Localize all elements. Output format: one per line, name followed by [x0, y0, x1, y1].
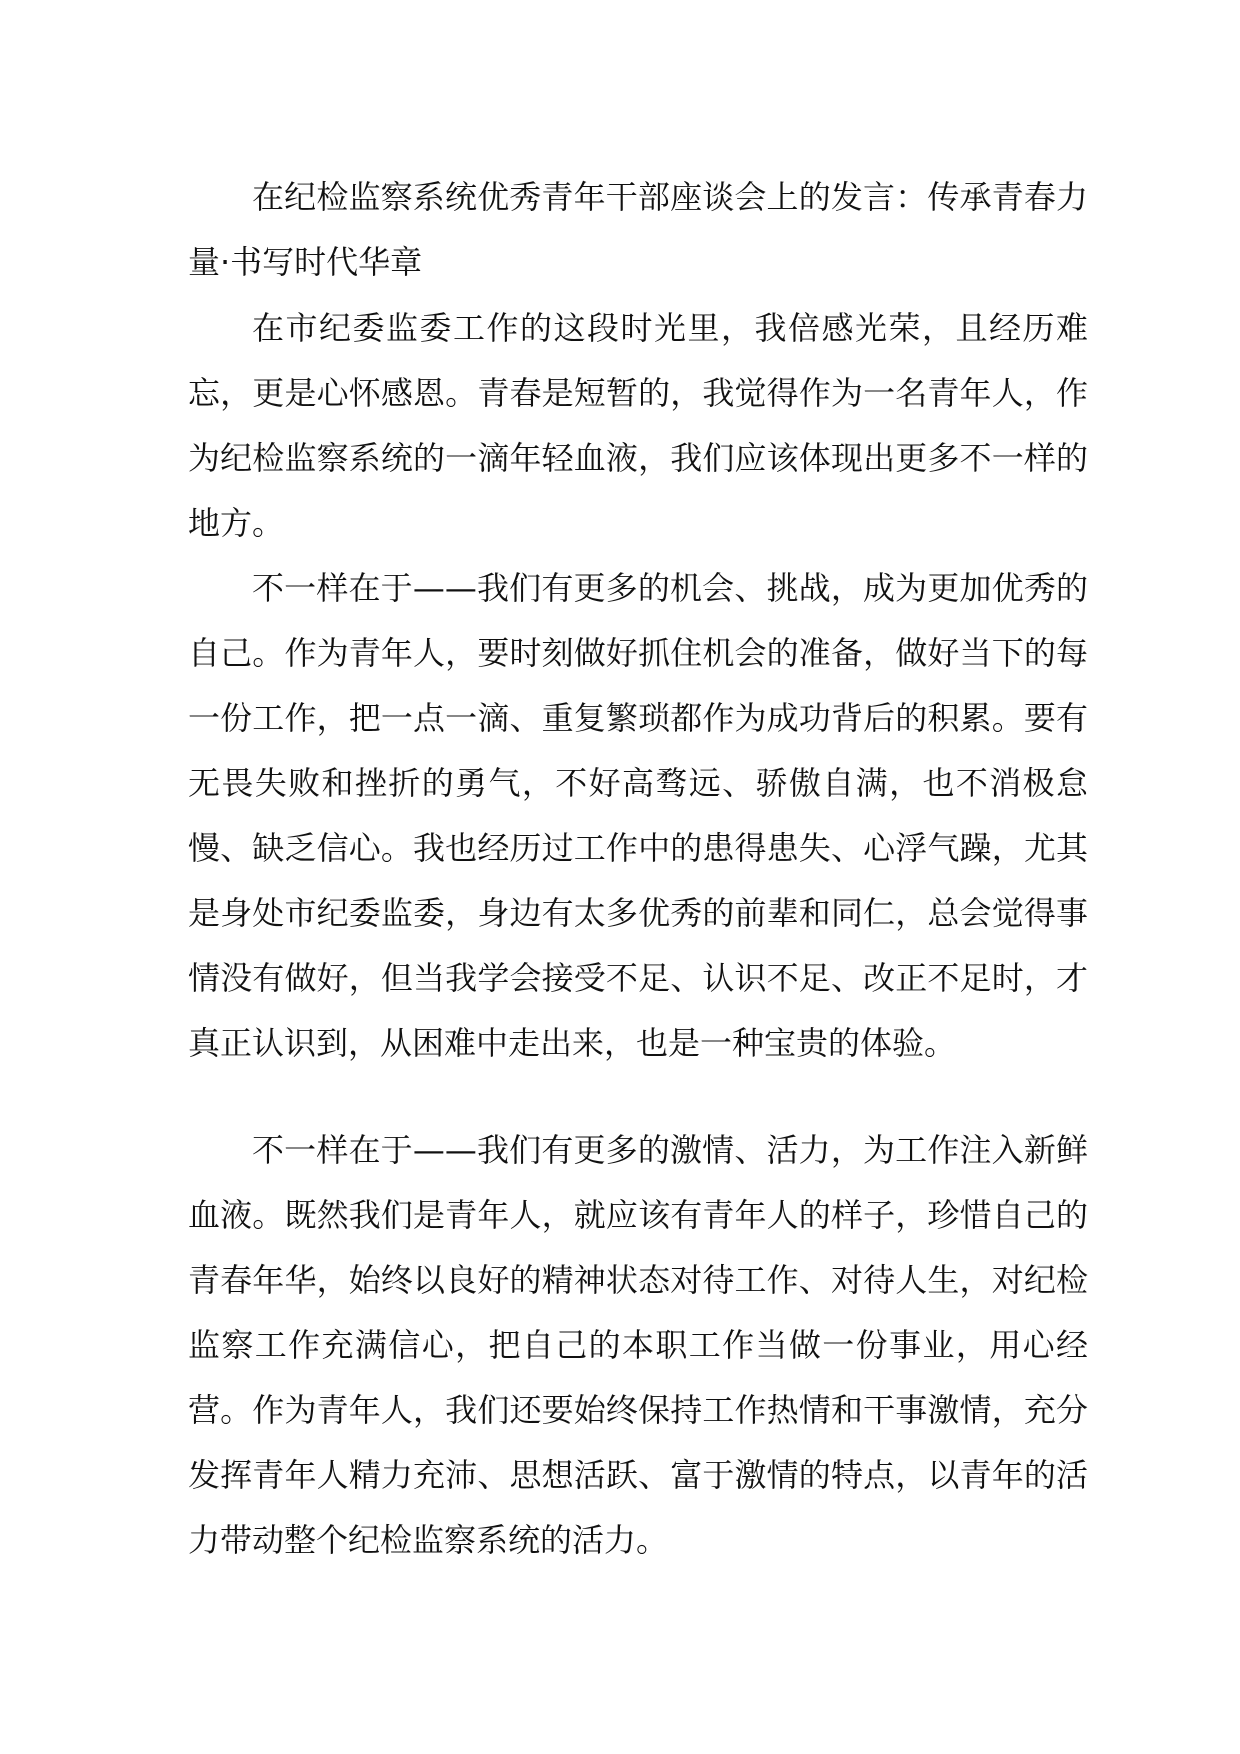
paragraph-2: 不一样在于——我们有更多的机会、挑战，成为更加优秀的自己。作为青年人，要时刻做好抓住机会的准备，做好当下的每一份工作，把一点一滴、重复繁琐都作为成功背后的积累。要有无畏失败和挫折的勇气，不好高骛远、骄傲自满，也不消极怠慢、缺乏信心。我也经历过工作中的患得患失、心浮气躁，尤其是身处市纪委监委，身边有太多优秀的前辈和同仁，总会觉得事情没有做好，但当我学会接受不足、认识不足、改正不足时，才真正认识到，从困难中走出来，也是一种宝贵的体验。 [188, 569, 1088, 1062]
paragraph-3: 不一样在于——我们有更多的激情、活力，为工作注入新鲜血液。既然我们是青年人，就应该有青年人的样子，珍惜自己的青春年华，始终以良好的精神状态对待工作、对待人生，对纪检监察工作充满信心，把自己的本职工作当做一份事业，用心经营。作为青年人，我们还要始终保持工作热情和干事激情，充分发挥青年人精力充沛、思想活跃、富于激情的特点，以青年的活力带动整个纪检监察系统的活力。 [188, 1131, 1088, 1559]
document-title: 在纪检监察系统优秀青年干部座谈会上的发言：传承青春力量·书写时代华章 [188, 178, 1088, 281]
paragraph-1: 在市纪委监委工作的这段时光里，我倍感光荣，且经历难忘，更是心怀感恩。青春是短暂的，我觉得作为一名青年人，作为纪检监察系统的一滴年轻血液，我们应该体现出更多不一样的地方。 [188, 309, 1088, 542]
